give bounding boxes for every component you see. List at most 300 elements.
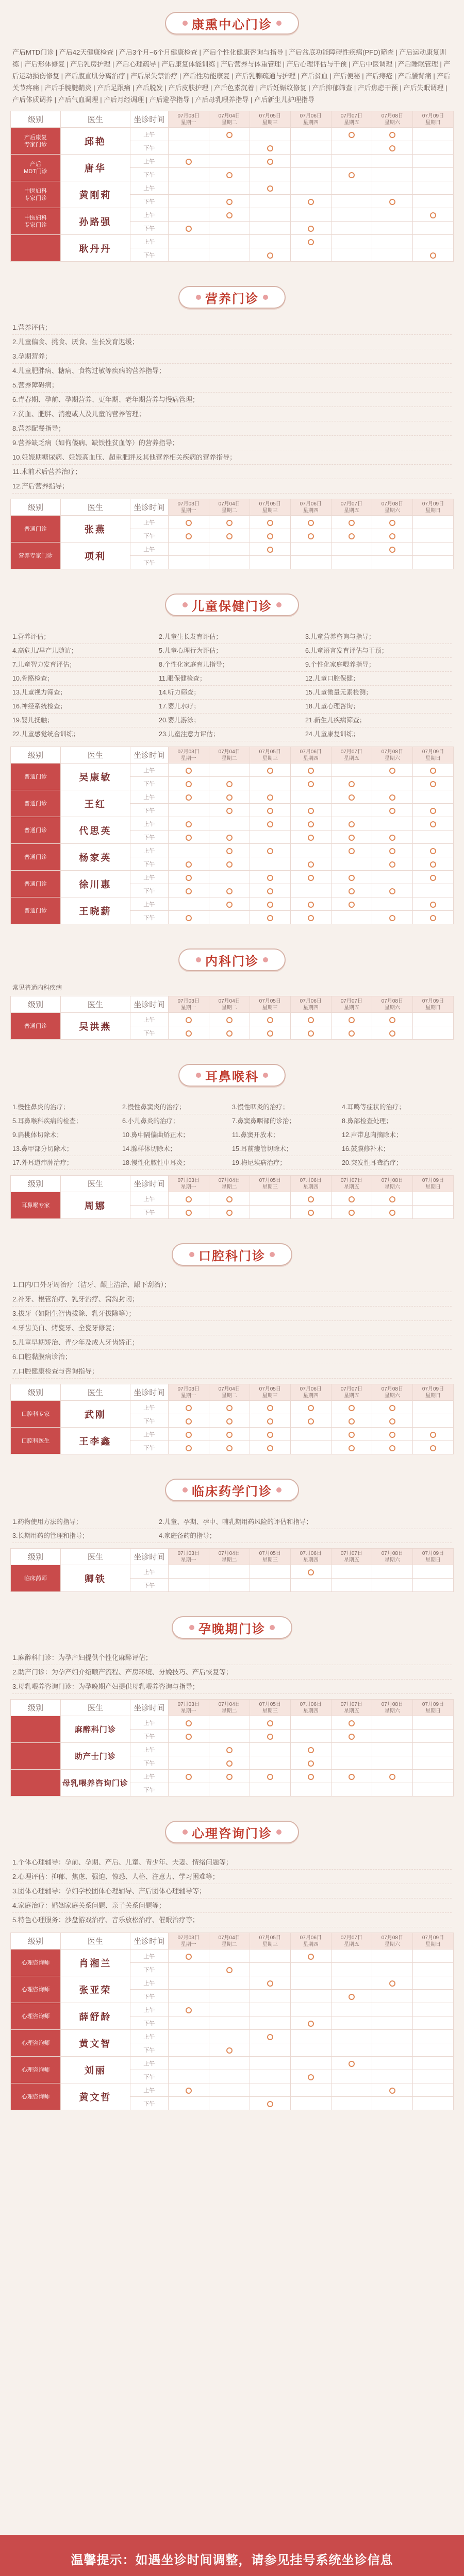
doctor-name[interactable]: 黄文哲: [60, 2083, 130, 2110]
schedule-cell[interactable]: [290, 817, 331, 831]
schedule-cell[interactable]: [290, 168, 331, 181]
schedule-cell[interactable]: [372, 1950, 412, 1963]
schedule-cell[interactable]: [372, 817, 412, 831]
doctor-name[interactable]: 吴康敏: [60, 764, 130, 790]
schedule-cell[interactable]: [250, 529, 290, 543]
schedule-cell[interactable]: [412, 235, 453, 248]
schedule-cell[interactable]: [250, 155, 290, 168]
schedule-cell[interactable]: [290, 556, 331, 569]
schedule-cell[interactable]: [250, 195, 290, 208]
schedule-cell[interactable]: [290, 1192, 331, 1206]
schedule-cell[interactable]: [290, 1963, 331, 1976]
schedule-cell[interactable]: [412, 2030, 453, 2043]
schedule-cell[interactable]: [412, 857, 453, 871]
schedule-cell[interactable]: [290, 790, 331, 804]
schedule-cell[interactable]: [250, 2030, 290, 2043]
schedule-cell[interactable]: [168, 911, 209, 924]
schedule-cell[interactable]: [412, 1716, 453, 1730]
schedule-cell[interactable]: [250, 817, 290, 831]
schedule-cell[interactable]: [331, 529, 372, 543]
schedule-cell[interactable]: [168, 248, 209, 262]
schedule-cell[interactable]: [290, 911, 331, 924]
schedule-cell[interactable]: [168, 516, 209, 529]
schedule-cell[interactable]: [168, 1950, 209, 1963]
schedule-cell[interactable]: [331, 248, 372, 262]
schedule-cell[interactable]: [412, 2083, 453, 2097]
schedule-cell[interactable]: [412, 844, 453, 857]
schedule-cell[interactable]: [168, 1756, 209, 1770]
schedule-cell[interactable]: [250, 168, 290, 181]
schedule-cell[interactable]: [331, 1950, 372, 1963]
schedule-cell[interactable]: [290, 543, 331, 556]
schedule-cell[interactable]: [168, 790, 209, 804]
doctor-name[interactable]: 周娜: [60, 1192, 130, 1219]
schedule-cell[interactable]: [412, 1990, 453, 2003]
schedule-cell[interactable]: [209, 857, 250, 871]
schedule-cell[interactable]: [331, 181, 372, 195]
schedule-cell[interactable]: [412, 1743, 453, 1756]
schedule-cell[interactable]: [250, 1401, 290, 1414]
schedule-cell[interactable]: [250, 2097, 290, 2110]
schedule-cell[interactable]: [412, 1579, 453, 1592]
schedule-cell[interactable]: [331, 1414, 372, 1428]
schedule-cell[interactable]: [209, 248, 250, 262]
schedule-cell[interactable]: [372, 2043, 412, 2057]
schedule-cell[interactable]: [209, 168, 250, 181]
schedule-cell[interactable]: [412, 1401, 453, 1414]
schedule-cell[interactable]: [209, 1441, 250, 1454]
schedule-cell[interactable]: [290, 1013, 331, 1026]
doctor-name[interactable]: 杨家英: [60, 844, 130, 871]
schedule-cell[interactable]: [168, 1414, 209, 1428]
doctor-name[interactable]: 麻醉科门诊: [60, 1716, 130, 1743]
doctor-name[interactable]: 张燕: [60, 516, 130, 543]
schedule-cell[interactable]: [331, 1579, 372, 1592]
schedule-cell[interactable]: [209, 2016, 250, 2030]
schedule-cell[interactable]: [209, 1976, 250, 1990]
schedule-cell[interactable]: [372, 1783, 412, 1797]
schedule-cell[interactable]: [290, 1730, 331, 1743]
schedule-cell[interactable]: [290, 2070, 331, 2083]
schedule-cell[interactable]: [372, 2057, 412, 2070]
schedule-cell[interactable]: [412, 1976, 453, 1990]
schedule-cell[interactable]: [412, 1950, 453, 1963]
schedule-cell[interactable]: [412, 155, 453, 168]
schedule-cell[interactable]: [331, 790, 372, 804]
schedule-cell[interactable]: [209, 897, 250, 911]
schedule-cell[interactable]: [412, 1441, 453, 1454]
schedule-cell[interactable]: [168, 871, 209, 884]
schedule-cell[interactable]: [209, 235, 250, 248]
schedule-cell[interactable]: [412, 2057, 453, 2070]
schedule-cell[interactable]: [250, 831, 290, 844]
schedule-cell[interactable]: [331, 857, 372, 871]
schedule-cell[interactable]: [209, 1990, 250, 2003]
schedule-cell[interactable]: [290, 2016, 331, 2030]
schedule-cell[interactable]: [372, 2097, 412, 2110]
schedule-cell[interactable]: [250, 1441, 290, 1454]
schedule-cell[interactable]: [209, 1950, 250, 1963]
doctor-name[interactable]: 黄刚莉: [60, 181, 130, 208]
schedule-cell[interactable]: [168, 1743, 209, 1756]
schedule-cell[interactable]: [250, 1414, 290, 1428]
schedule-cell[interactable]: [290, 1579, 331, 1592]
schedule-cell[interactable]: [331, 1730, 372, 1743]
schedule-cell[interactable]: [209, 1565, 250, 1579]
schedule-cell[interactable]: [168, 2097, 209, 2110]
schedule-cell[interactable]: [250, 235, 290, 248]
schedule-cell[interactable]: [290, 1401, 331, 1414]
schedule-cell[interactable]: [209, 1730, 250, 1743]
schedule-cell[interactable]: [168, 2030, 209, 2043]
schedule-cell[interactable]: [290, 208, 331, 222]
schedule-cell[interactable]: [290, 1990, 331, 2003]
schedule-cell[interactable]: [372, 1192, 412, 1206]
schedule-cell[interactable]: [168, 1192, 209, 1206]
schedule-cell[interactable]: [331, 516, 372, 529]
schedule-cell[interactable]: [372, 1730, 412, 1743]
schedule-cell[interactable]: [412, 168, 453, 181]
schedule-cell[interactable]: [250, 1783, 290, 1797]
schedule-cell[interactable]: [331, 2003, 372, 2016]
schedule-cell[interactable]: [168, 2057, 209, 2070]
schedule-cell[interactable]: [372, 1756, 412, 1770]
schedule-cell[interactable]: [372, 844, 412, 857]
schedule-cell[interactable]: [412, 790, 453, 804]
schedule-cell[interactable]: [168, 1770, 209, 1783]
schedule-cell[interactable]: [250, 128, 290, 141]
schedule-cell[interactable]: [290, 2097, 331, 2110]
schedule-cell[interactable]: [412, 817, 453, 831]
doctor-name[interactable]: 肖湘兰: [60, 1950, 130, 1976]
schedule-cell[interactable]: [290, 2043, 331, 2057]
schedule-cell[interactable]: [412, 248, 453, 262]
schedule-cell[interactable]: [412, 1013, 453, 1026]
schedule-cell[interactable]: [331, 1716, 372, 1730]
doctor-name[interactable]: 薛舒龄: [60, 2003, 130, 2030]
schedule-cell[interactable]: [168, 128, 209, 141]
schedule-cell[interactable]: [412, 884, 453, 897]
schedule-cell[interactable]: [290, 1026, 331, 1040]
schedule-cell[interactable]: [331, 235, 372, 248]
schedule-cell[interactable]: [209, 871, 250, 884]
schedule-cell[interactable]: [209, 817, 250, 831]
schedule-cell[interactable]: [209, 2043, 250, 2057]
schedule-cell[interactable]: [250, 1770, 290, 1783]
schedule-cell[interactable]: [168, 543, 209, 556]
schedule-cell[interactable]: [168, 181, 209, 195]
schedule-cell[interactable]: [250, 1192, 290, 1206]
schedule-cell[interactable]: [412, 1414, 453, 1428]
schedule-cell[interactable]: [250, 1579, 290, 1592]
schedule-cell[interactable]: [290, 222, 331, 235]
schedule-cell[interactable]: [168, 831, 209, 844]
schedule-cell[interactable]: [290, 871, 331, 884]
schedule-cell[interactable]: [412, 897, 453, 911]
schedule-cell[interactable]: [209, 155, 250, 168]
schedule-cell[interactable]: [250, 1950, 290, 1963]
schedule-cell[interactable]: [168, 155, 209, 168]
schedule-cell[interactable]: [209, 141, 250, 155]
schedule-cell[interactable]: [372, 168, 412, 181]
schedule-cell[interactable]: [331, 141, 372, 155]
schedule-cell[interactable]: [209, 1716, 250, 1730]
schedule-cell[interactable]: [372, 1414, 412, 1428]
schedule-cell[interactable]: [331, 1756, 372, 1770]
schedule-cell[interactable]: [412, 1783, 453, 1797]
schedule-cell[interactable]: [250, 1026, 290, 1040]
schedule-cell[interactable]: [250, 911, 290, 924]
schedule-cell[interactable]: [209, 790, 250, 804]
schedule-cell[interactable]: [331, 2016, 372, 2030]
schedule-cell[interactable]: [331, 1013, 372, 1026]
schedule-cell[interactable]: [372, 543, 412, 556]
schedule-cell[interactable]: [412, 2043, 453, 2057]
schedule-cell[interactable]: [290, 804, 331, 817]
schedule-cell[interactable]: [290, 857, 331, 871]
schedule-cell[interactable]: [168, 195, 209, 208]
schedule-cell[interactable]: [250, 1716, 290, 1730]
schedule-cell[interactable]: [209, 128, 250, 141]
doctor-name[interactable]: 项利: [60, 543, 130, 569]
schedule-cell[interactable]: [209, 1770, 250, 1783]
schedule-cell[interactable]: [331, 871, 372, 884]
schedule-cell[interactable]: [331, 1963, 372, 1976]
schedule-cell[interactable]: [290, 1976, 331, 1990]
schedule-cell[interactable]: [168, 844, 209, 857]
schedule-cell[interactable]: [168, 529, 209, 543]
schedule-cell[interactable]: [331, 1441, 372, 1454]
schedule-cell[interactable]: [412, 911, 453, 924]
schedule-cell[interactable]: [331, 128, 372, 141]
schedule-cell[interactable]: [209, 516, 250, 529]
schedule-cell[interactable]: [372, 2083, 412, 2097]
schedule-cell[interactable]: [372, 1401, 412, 1414]
doctor-name[interactable]: 吴洪燕: [60, 1013, 130, 1040]
schedule-cell[interactable]: [209, 2003, 250, 2016]
schedule-cell[interactable]: [209, 1026, 250, 1040]
schedule-cell[interactable]: [250, 2016, 290, 2030]
schedule-cell[interactable]: [372, 2070, 412, 2083]
schedule-cell[interactable]: [250, 556, 290, 569]
schedule-cell[interactable]: [412, 516, 453, 529]
schedule-cell[interactable]: [250, 2057, 290, 2070]
schedule-cell[interactable]: [209, 1783, 250, 1797]
schedule-cell[interactable]: [331, 911, 372, 924]
schedule-cell[interactable]: [209, 1579, 250, 1592]
schedule-cell[interactable]: [250, 764, 290, 777]
schedule-cell[interactable]: [412, 831, 453, 844]
schedule-cell[interactable]: [209, 529, 250, 543]
schedule-cell[interactable]: [209, 208, 250, 222]
schedule-cell[interactable]: [250, 897, 290, 911]
schedule-cell[interactable]: [250, 1743, 290, 1756]
schedule-cell[interactable]: [168, 1990, 209, 2003]
schedule-cell[interactable]: [372, 790, 412, 804]
schedule-cell[interactable]: [331, 222, 372, 235]
doctor-name[interactable]: 孙路强: [60, 208, 130, 235]
schedule-cell[interactable]: [168, 1441, 209, 1454]
schedule-cell[interactable]: [412, 195, 453, 208]
doctor-name[interactable]: 武刚: [60, 1401, 130, 1428]
doctor-name[interactable]: 徐川惠: [60, 871, 130, 897]
doctor-name[interactable]: 助产士门诊: [60, 1743, 130, 1770]
schedule-cell[interactable]: [250, 1976, 290, 1990]
schedule-cell[interactable]: [168, 235, 209, 248]
schedule-cell[interactable]: [331, 884, 372, 897]
schedule-cell[interactable]: [331, 2070, 372, 2083]
schedule-cell[interactable]: [168, 1963, 209, 1976]
schedule-cell[interactable]: [209, 1013, 250, 1026]
schedule-cell[interactable]: [290, 195, 331, 208]
schedule-cell[interactable]: [331, 1206, 372, 1219]
schedule-cell[interactable]: [168, 2070, 209, 2083]
schedule-cell[interactable]: [372, 1976, 412, 1990]
schedule-cell[interactable]: [209, 2057, 250, 2070]
schedule-cell[interactable]: [209, 556, 250, 569]
schedule-cell[interactable]: [168, 2083, 209, 2097]
schedule-cell[interactable]: [331, 817, 372, 831]
schedule-cell[interactable]: [250, 222, 290, 235]
schedule-cell[interactable]: [290, 831, 331, 844]
doctor-name[interactable]: 代思英: [60, 817, 130, 844]
schedule-cell[interactable]: [209, 764, 250, 777]
schedule-cell[interactable]: [290, 235, 331, 248]
doctor-name[interactable]: 张亚荣: [60, 1976, 130, 2003]
schedule-cell[interactable]: [250, 790, 290, 804]
schedule-cell[interactable]: [290, 516, 331, 529]
schedule-cell[interactable]: [168, 1428, 209, 1441]
schedule-cell[interactable]: [290, 1414, 331, 1428]
schedule-cell[interactable]: [209, 1963, 250, 1976]
schedule-cell[interactable]: [372, 141, 412, 155]
schedule-cell[interactable]: [250, 844, 290, 857]
schedule-cell[interactable]: [290, 1950, 331, 1963]
schedule-cell[interactable]: [412, 141, 453, 155]
schedule-cell[interactable]: [209, 844, 250, 857]
schedule-cell[interactable]: [250, 1990, 290, 2003]
schedule-cell[interactable]: [209, 1401, 250, 1414]
schedule-cell[interactable]: [331, 777, 372, 790]
schedule-cell[interactable]: [331, 1401, 372, 1414]
schedule-cell[interactable]: [412, 208, 453, 222]
schedule-cell[interactable]: [168, 1730, 209, 1743]
schedule-cell[interactable]: [372, 884, 412, 897]
schedule-cell[interactable]: [290, 248, 331, 262]
schedule-cell[interactable]: [250, 1565, 290, 1579]
schedule-cell[interactable]: [372, 208, 412, 222]
schedule-cell[interactable]: [290, 764, 331, 777]
doctor-name[interactable]: 卿铁: [60, 1565, 130, 1592]
schedule-cell[interactable]: [372, 1441, 412, 1454]
schedule-cell[interactable]: [250, 804, 290, 817]
schedule-cell[interactable]: [209, 181, 250, 195]
schedule-cell[interactable]: [372, 831, 412, 844]
schedule-cell[interactable]: [372, 1565, 412, 1579]
schedule-cell[interactable]: [250, 1013, 290, 1026]
schedule-cell[interactable]: [331, 897, 372, 911]
schedule-cell[interactable]: [209, 2030, 250, 2043]
schedule-cell[interactable]: [290, 777, 331, 790]
schedule-cell[interactable]: [290, 181, 331, 195]
doctor-name[interactable]: 耿丹丹: [60, 235, 130, 262]
schedule-cell[interactable]: [331, 556, 372, 569]
schedule-cell[interactable]: [372, 181, 412, 195]
schedule-cell[interactable]: [331, 1565, 372, 1579]
schedule-cell[interactable]: [412, 529, 453, 543]
schedule-cell[interactable]: [372, 1990, 412, 2003]
schedule-cell[interactable]: [168, 884, 209, 897]
schedule-cell[interactable]: [331, 155, 372, 168]
schedule-cell[interactable]: [290, 1565, 331, 1579]
schedule-cell[interactable]: [209, 884, 250, 897]
schedule-cell[interactable]: [290, 128, 331, 141]
schedule-cell[interactable]: [168, 222, 209, 235]
schedule-cell[interactable]: [290, 155, 331, 168]
schedule-cell[interactable]: [331, 764, 372, 777]
schedule-cell[interactable]: [331, 1976, 372, 1990]
doctor-name[interactable]: 王李鑫: [60, 1428, 130, 1454]
schedule-cell[interactable]: [372, 529, 412, 543]
schedule-cell[interactable]: [290, 141, 331, 155]
schedule-cell[interactable]: [250, 248, 290, 262]
schedule-cell[interactable]: [250, 1963, 290, 1976]
schedule-cell[interactable]: [372, 195, 412, 208]
schedule-cell[interactable]: [209, 222, 250, 235]
schedule-cell[interactable]: [372, 516, 412, 529]
schedule-cell[interactable]: [290, 1428, 331, 1441]
schedule-cell[interactable]: [290, 2057, 331, 2070]
schedule-cell[interactable]: [331, 168, 372, 181]
schedule-cell[interactable]: [168, 777, 209, 790]
schedule-cell[interactable]: [168, 1565, 209, 1579]
schedule-cell[interactable]: [209, 777, 250, 790]
schedule-cell[interactable]: [168, 1013, 209, 1026]
schedule-cell[interactable]: [290, 1716, 331, 1730]
schedule-cell[interactable]: [250, 1428, 290, 1441]
schedule-cell[interactable]: [331, 831, 372, 844]
schedule-cell[interactable]: [331, 208, 372, 222]
schedule-cell[interactable]: [372, 1716, 412, 1730]
schedule-cell[interactable]: [250, 516, 290, 529]
schedule-cell[interactable]: [412, 1192, 453, 1206]
schedule-cell[interactable]: [290, 1756, 331, 1770]
schedule-cell[interactable]: [372, 556, 412, 569]
schedule-cell[interactable]: [331, 2097, 372, 2110]
schedule-cell[interactable]: [412, 1730, 453, 1743]
schedule-cell[interactable]: [250, 871, 290, 884]
schedule-cell[interactable]: [168, 1976, 209, 1990]
schedule-cell[interactable]: [250, 141, 290, 155]
schedule-cell[interactable]: [168, 1716, 209, 1730]
schedule-cell[interactable]: [412, 1428, 453, 1441]
schedule-cell[interactable]: [372, 1428, 412, 1441]
doctor-name[interactable]: 母乳喂养咨询门诊: [60, 1770, 130, 1797]
schedule-cell[interactable]: [290, 844, 331, 857]
schedule-cell[interactable]: [331, 2043, 372, 2057]
schedule-cell[interactable]: [372, 804, 412, 817]
schedule-cell[interactable]: [412, 764, 453, 777]
schedule-cell[interactable]: [331, 804, 372, 817]
schedule-cell[interactable]: [168, 857, 209, 871]
schedule-cell[interactable]: [412, 2070, 453, 2083]
schedule-cell[interactable]: [168, 897, 209, 911]
schedule-cell[interactable]: [412, 556, 453, 569]
schedule-cell[interactable]: [331, 195, 372, 208]
schedule-cell[interactable]: [168, 764, 209, 777]
schedule-cell[interactable]: [372, 897, 412, 911]
schedule-cell[interactable]: [168, 1401, 209, 1414]
